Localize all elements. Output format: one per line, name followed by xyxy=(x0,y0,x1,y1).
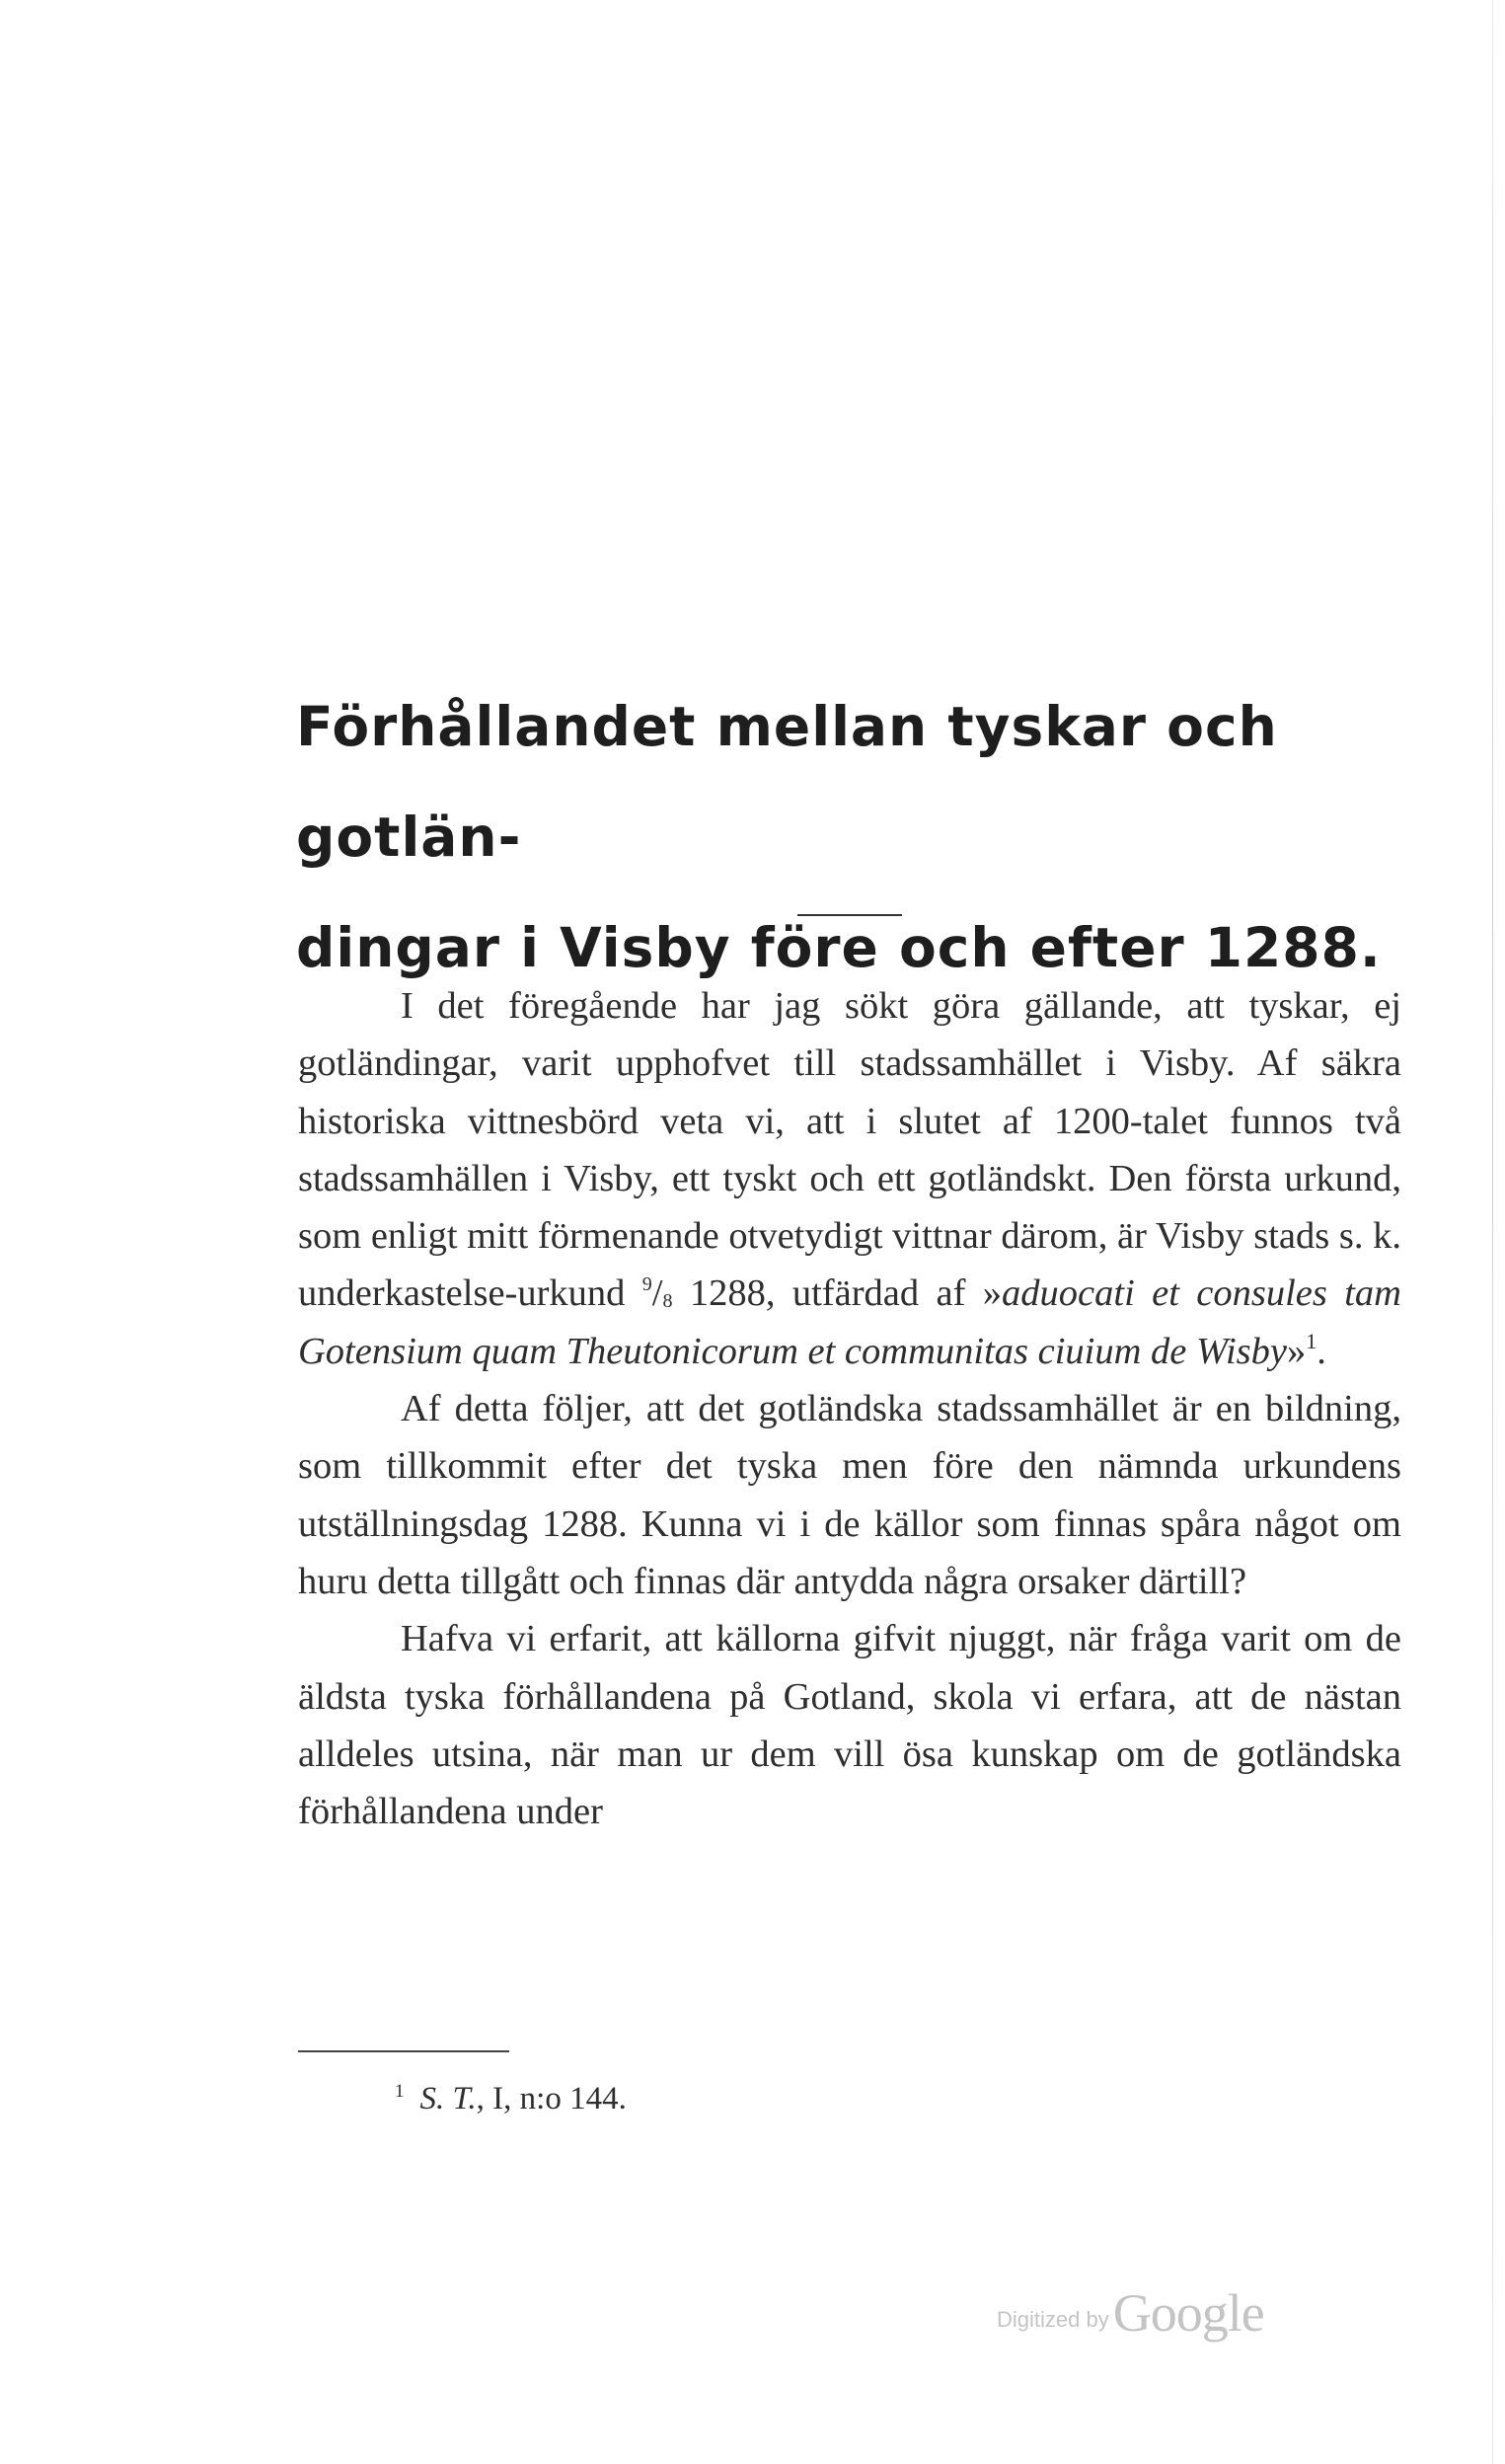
latin-quote: aduocati et consules tam Gotensium quam Theutonicorum et communitas ciuium de Wisby xyxy=(298,1272,1401,1372)
footnote-divider xyxy=(298,2050,509,2052)
chapter-title-line-1: Förhållandet mellan tyskar och gotlän- xyxy=(296,695,1278,869)
paragraph-1 xyxy=(298,977,1401,1380)
fraction-denominator: 8 xyxy=(662,1290,673,1313)
paragraph-3: Hafva vi erfarit, att källorna gifvit njuggt, när fråga varit om de äldsta tyska förhållandena på Gotland, skola vi erfara, att de nästan alldeles utsina, när man ur dem vill ösa kunskap om de gotländska förhållandena under xyxy=(298,1618,1401,1833)
watermark-prefix: Digitized by xyxy=(997,2307,1109,2332)
paragraph-1-end: . xyxy=(1317,1330,1326,1372)
footnote-source: S. T. xyxy=(419,2081,477,2117)
paragraph-2: Af detta följer, att det gotländska stadssamhället är en bildning, som tillkommit efter det tyska men före den nämnda urkundens utställningsdag 1288. Kunna vi i de källor som finnas spåra något om huru detta tillgått och finnas där antydda några orsaker därtill? xyxy=(298,1388,1401,1602)
footnote-number: 1 xyxy=(395,2081,405,2102)
body-text xyxy=(298,977,1401,1840)
digitized-watermark xyxy=(997,2282,1264,2344)
quote-close: » xyxy=(1286,1330,1307,1372)
page-edge-line xyxy=(1492,0,1493,2464)
footnote xyxy=(395,2081,627,2118)
paragraph-1-text: I det föregående har jag sökt göra gällande, att tyskar, ej gotländingar, varit upphofvet till stadssamhället i Visby. Af säkra historiska vittnesbörd veta vi, att i slutet af 1200-talet funnos två stadssamhällen i Visby, ett tyskt och ett gotländskt. Den första urkund, som enligt mitt förmenande otvetydigt vittnar därom, är Visby stads s. k. underkastelse-urkund xyxy=(298,985,1401,1315)
chapter-title xyxy=(296,671,1392,1003)
chapter-title-line-2: dingar i Visby före och efter 1288. xyxy=(296,916,1382,979)
footnote-text: , I, n:o 144. xyxy=(476,2081,627,2117)
title-divider xyxy=(797,914,902,916)
google-logo: Google xyxy=(1112,2283,1264,2343)
fraction-numerator: 9 xyxy=(641,1273,652,1296)
paragraph-1-text-b: 1288, utfärdad af » xyxy=(672,1272,1003,1315)
footnote-reference: 1 xyxy=(1306,1328,1317,1353)
date-fraction: $^9/_8$ xyxy=(641,1272,673,1315)
